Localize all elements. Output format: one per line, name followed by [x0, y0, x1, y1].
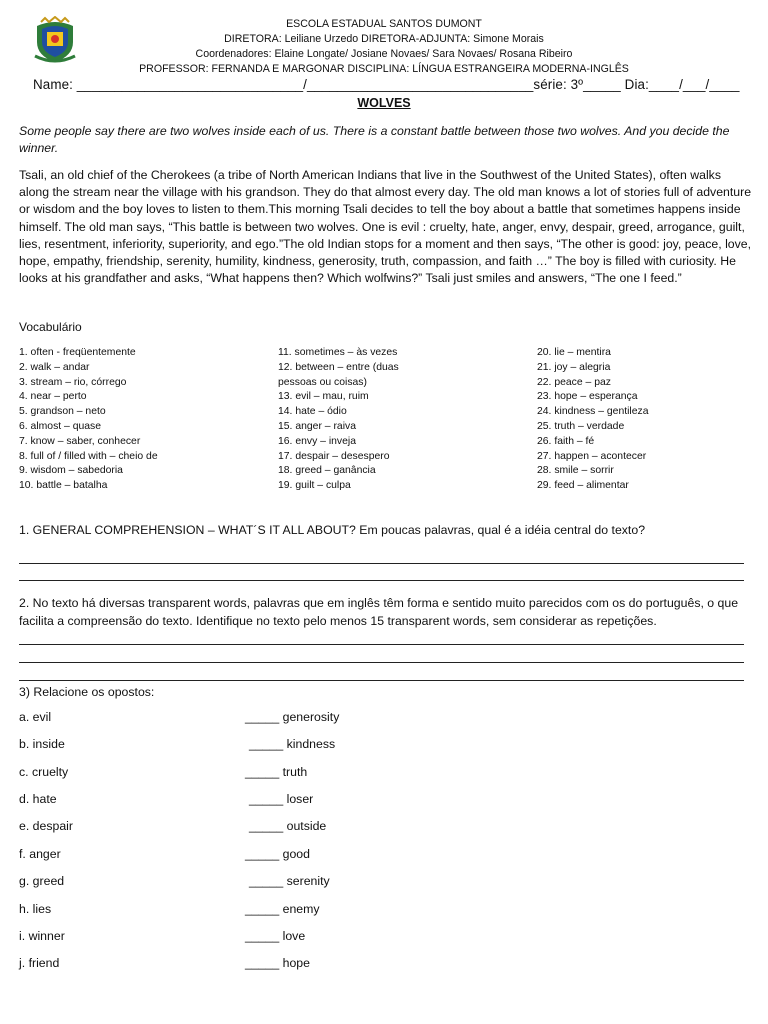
- matching-term: c. cruelty: [19, 765, 69, 779]
- matching-blank[interactable]: _____ love: [245, 929, 306, 943]
- matching-blank[interactable]: _____ serenity: [249, 874, 330, 888]
- school-name: ESCOLA ESTADUAL SANTOS DUMONT: [286, 18, 482, 30]
- vocab-item: 6. almost – quase: [19, 420, 102, 432]
- vocab-item: 27. happen – acontecer: [537, 450, 647, 462]
- matching-term: g. greed: [19, 874, 65, 888]
- vocabulary-column-1: [19, 346, 158, 494]
- directors-line: DIRETORA: Leiliane Urzedo DIRETORA-ADJUNTA: Simone Morais: [224, 33, 544, 45]
- vocab-item: 20. lie – mentira: [537, 347, 611, 358]
- vocab-item: 5. grandson – neto: [19, 406, 106, 418]
- vocab-item: 18. greed – ganância: [278, 465, 376, 477]
- matching-blank[interactable]: _____ truth: [245, 765, 308, 779]
- vocab-item: 1. often - freqüentemente: [19, 347, 136, 358]
- matching-blank[interactable]: _____ hope: [245, 956, 310, 970]
- vocab-item: 11. sometimes – às vezes: [278, 347, 398, 358]
- story-paragraph: Tsali, an old chief of the Cherokees (a tribe of North American Indians that live in the Southwest of the United States), often walks along the stream near the village with his grandson. They do that almost every day. The old man knows a lot of stories full of adventure or wisdom and the boy loves to listen to them.This morning Tsali decides to tell the boy about a battle that sometimes happens inside himself. The old man says, “This battle is between two wolves. One is evil : cruelty, hate, anger, envy, despair, greed, arrogance, guilt, lies, resentment, inferiority, superiority, and ego.”The old Indian stops for a moment and then says, “The other is good: joy, peace, love, hope, empathy, friendship, serenity, humility, kindness, generosity, truth, compassion, and faith …” The boy is filled with curiosity. He looks at his grandfather and asks, “What happens then? Which wolfwins?” Tsali just smiles and answers, “The one I feed.”: [19, 168, 752, 286]
- coordinators-line: Coordenadores: Elaine Longate/ Josiane Novaes/ Sara Novaes/ Rosana Ribeiro: [195, 48, 573, 60]
- answer-line[interactable]: [19, 644, 744, 645]
- vocabulary-column-3: [537, 346, 649, 494]
- vocab-item: pessoas ou coisas): [278, 376, 367, 388]
- school-crest-logo: [33, 16, 77, 64]
- vocab-item: 25. truth – verdade: [537, 420, 625, 432]
- vocab-item: 21. joy – alegria: [537, 361, 611, 373]
- vocab-item: 8. full of / filled with – cheio de: [19, 450, 158, 462]
- intro-paragraph: Some people say there are two wolves inside each of us. There is a constant battle between those two wolves. And you decide the winner.: [19, 124, 730, 155]
- matching-blank[interactable]: _____ generosity: [245, 710, 340, 724]
- vocab-item: 16. envy – inveja: [278, 435, 356, 447]
- vocab-item: 2. walk – andar: [19, 361, 90, 373]
- answer-line[interactable]: [19, 580, 744, 581]
- answer-line[interactable]: [19, 563, 744, 564]
- vocab-item: 23. hope – esperança: [537, 391, 638, 403]
- vocab-item: 13. evil – mau, ruim: [278, 391, 369, 403]
- matching-blank[interactable]: _____ enemy: [245, 902, 320, 916]
- school-header: [90, 17, 678, 77]
- vocab-item: 10. battle – batalha: [19, 480, 108, 492]
- teacher-discipline-line: PROFESSOR: FERNANDA E MARGONAR DISCIPLINA: LÍNGUA ESTRANGEIRA MODERNA-INGLÊS: [139, 63, 629, 75]
- student-info-line[interactable]: Name: ______________________________/______________________________série: 3º_____ Dia:____/___/____: [33, 77, 740, 92]
- vocabulary-column-2: [278, 346, 399, 494]
- vocab-item: 28. smile – sorrir: [537, 465, 614, 477]
- matching-term: f. anger: [19, 847, 61, 861]
- matching-term: b. inside: [19, 737, 65, 751]
- vocab-item: 24. kindness – gentileza: [537, 406, 649, 418]
- matching-term: a. evil: [19, 710, 52, 724]
- vocab-item: 12. between – entre (duas: [278, 361, 399, 373]
- answer-line[interactable]: [19, 680, 744, 681]
- matching-term: h. lies: [19, 902, 52, 916]
- vocabulary-heading: Vocabulário: [19, 320, 82, 334]
- matching-term: j. friend: [19, 956, 60, 970]
- page-title: WOLVES: [357, 96, 411, 110]
- vocab-item: 29. feed – alimentar: [537, 480, 629, 492]
- question-3: 3) Relacione os opostos:: [19, 685, 155, 699]
- question-1: 1. GENERAL COMPREHENSION – WHAT´S IT ALL ABOUT? Em poucas palavras, qual é a idéia central do texto?: [19, 523, 646, 537]
- vocab-item: 26. faith – fé: [537, 435, 595, 447]
- vocab-item: 22. peace – paz: [537, 376, 611, 388]
- matching-term: e. despair: [19, 819, 74, 833]
- vocab-item: 15. anger – raiva: [278, 420, 356, 432]
- matching-blank[interactable]: _____ loser: [249, 792, 314, 806]
- vocab-item: 3. stream – rio, córrego: [19, 376, 127, 388]
- matching-blank[interactable]: _____ good: [245, 847, 310, 861]
- matching-term: i. winner: [19, 929, 65, 943]
- vocab-item: 17. despair – desespero: [278, 450, 390, 462]
- vocab-item: 4. near – perto: [19, 391, 87, 403]
- matching-blank[interactable]: _____ outside: [249, 819, 327, 833]
- vocab-item: 7. know – saber, conhecer: [19, 435, 141, 447]
- answer-line[interactable]: [19, 662, 744, 663]
- vocab-item: 9. wisdom – sabedoria: [19, 465, 123, 477]
- question-2: 2. No texto há diversas transparent words, palavras que em inglês têm forma e sentido muito parecidos com os do português, o que facilita a compreensão do texto. Identifique no texto pelo menos 15 transparent words, sem considerar as repetições.: [19, 596, 739, 628]
- vocab-item: 14. hate – ódio: [278, 406, 347, 418]
- matching-term: d. hate: [19, 792, 57, 806]
- matching-blank[interactable]: _____ kindness: [249, 737, 336, 751]
- vocab-item: 19. guilt – culpa: [278, 480, 351, 492]
